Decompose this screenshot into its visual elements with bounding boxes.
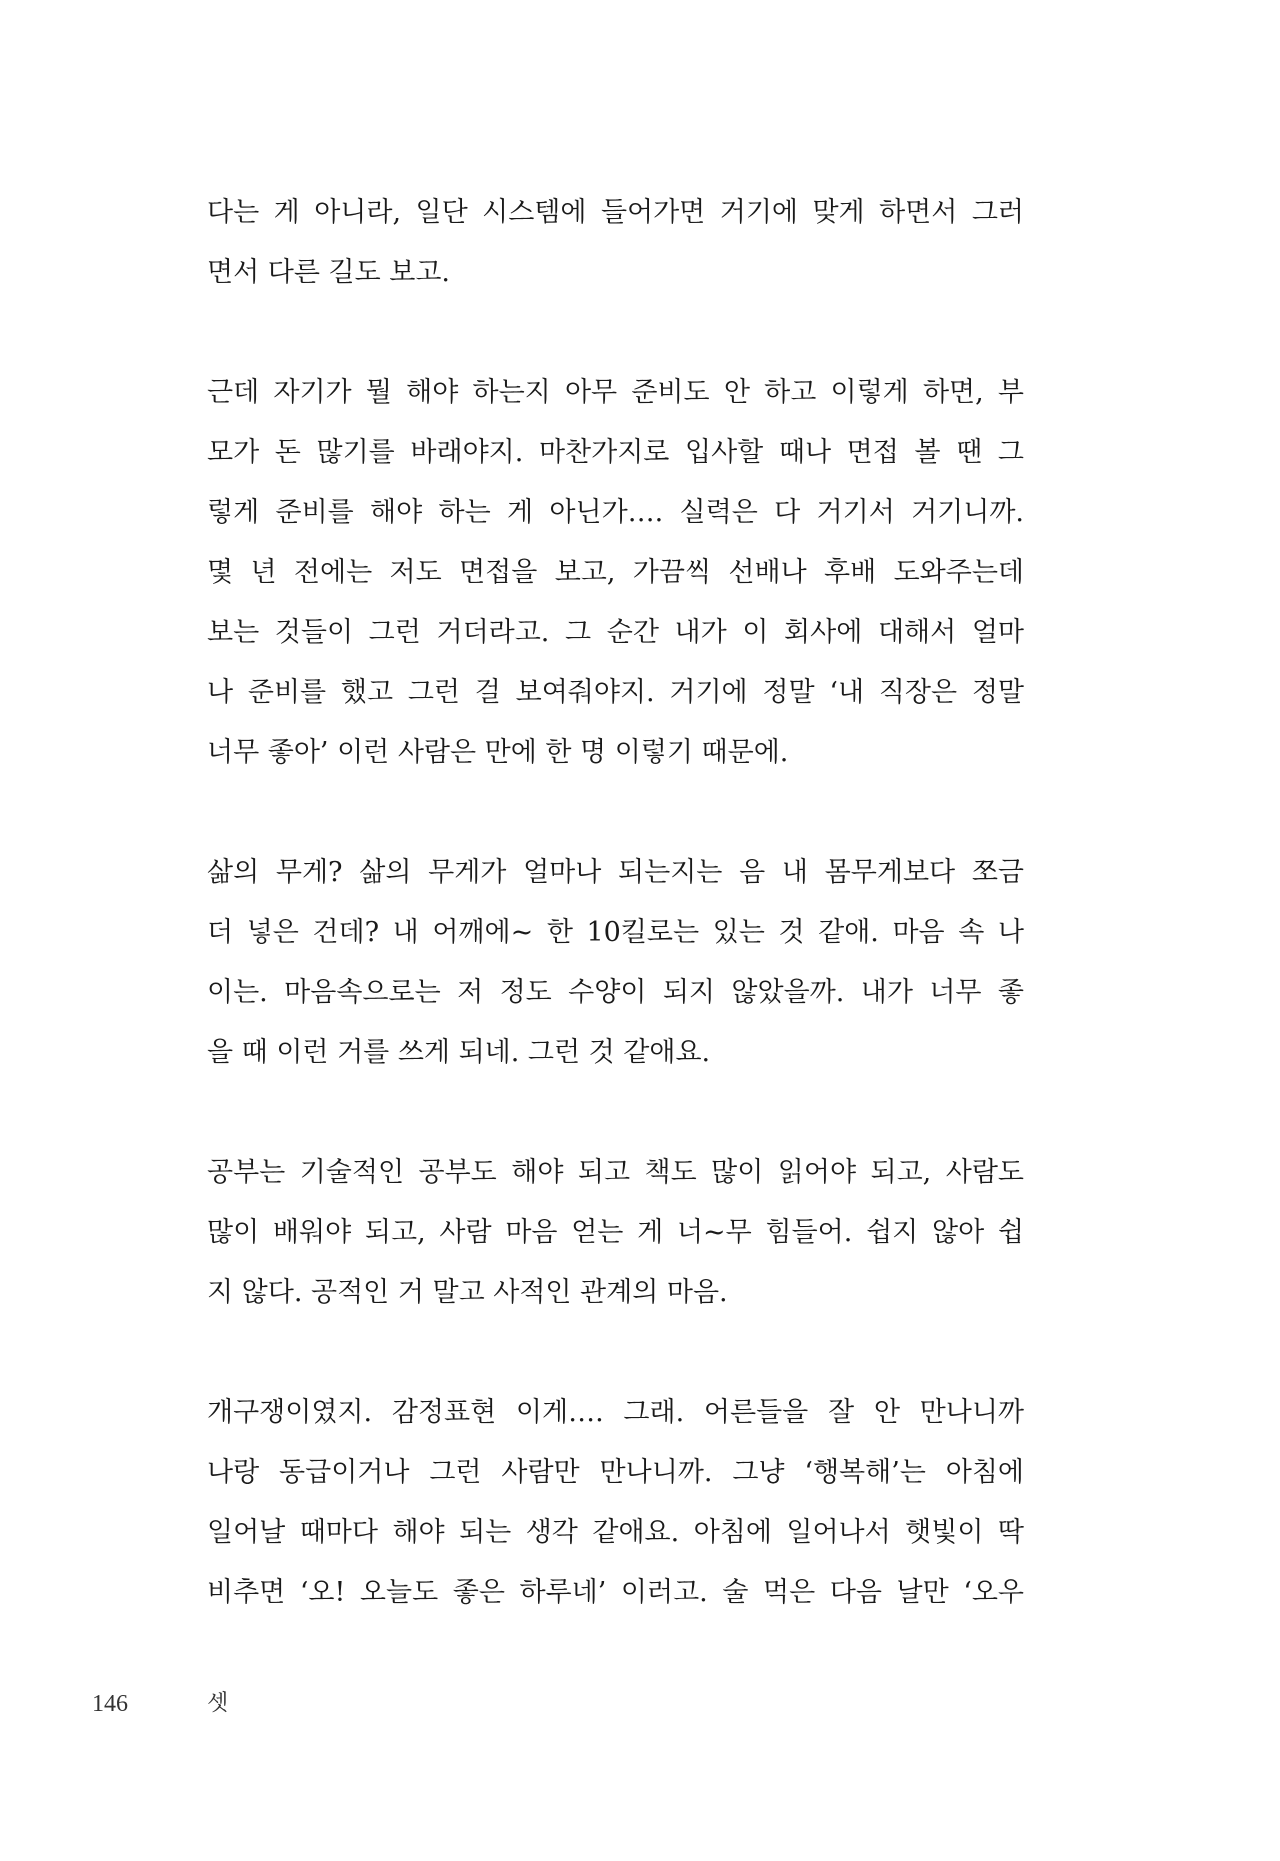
text-line: 나 준비를 했고 그런 걸 보여줘야지. 거기에 정말 ‘내 직장은 정말 (207, 677, 1024, 708)
paragraph-1 (207, 183, 1024, 303)
text-line: 면서 다른 길도 보고. (207, 257, 450, 288)
text-line: 비추면 ‘오! 오늘도 좋은 하루네’ 이러고. 술 먹은 다음 날만 ‘오우 (207, 1577, 1024, 1608)
text-line: 공부는 기술적인 공부도 해야 되고 책도 많이 읽어야 되고, 사람도 (207, 1157, 1024, 1188)
page-number: 146 (92, 1691, 128, 1717)
text-line: 지 않다. 공적인 거 말고 사적인 관계의 마음. (207, 1277, 728, 1308)
text-line: 보는 것들이 그런 거더라고. 그 순간 내가 이 회사에 대해서 얼마 (207, 617, 1024, 648)
text-line: 근데 자기가 뭘 해야 하는지 아무 준비도 안 하고 이렇게 하면, 부 (207, 377, 1024, 408)
paragraph-2 (207, 363, 1024, 783)
text-line: 이는. 마음속으로는 저 정도 수양이 되지 않았을까. 내가 너무 좋 (207, 977, 1024, 1008)
text-line: 삶의 무게? 삶의 무게가 얼마나 되는지는 음 내 몸무게보다 쪼금 (207, 857, 1024, 888)
text-line: 을 때 이런 거를 쓰게 되네. 그런 것 같애요. (207, 1037, 711, 1068)
text-line: 더 넣은 건데? 내 어깨에~ 한 10킬로는 있는 것 같애. 마음 속 나 (207, 917, 1024, 948)
text-line: 렇게 준비를 해야 하는 게 아닌가…. 실력은 다 거기서 거기니까. (207, 497, 1024, 528)
text-line: 몇 년 전에는 저도 면접을 보고, 가끔씩 선배나 후배 도와주는데 (207, 557, 1024, 588)
text-line: 너무 좋아’ 이런 사람은 만에 한 명 이렇기 때문에. (207, 737, 789, 768)
text-line: 많이 배워야 되고, 사람 마음 얻는 게 너~무 힘들어. 쉽지 않아 쉽 (207, 1217, 1024, 1248)
section-name: 셋 (207, 1691, 229, 1716)
text-line: 나랑 동급이거나 그런 사람만 만나니까. 그냥 ‘행복해’는 아침에 (207, 1457, 1024, 1488)
paragraph-5 (207, 1383, 1024, 1623)
page-body (207, 183, 1024, 1683)
text-line: 모가 돈 많기를 바래야지. 마찬가지로 입사할 때나 면접 볼 땐 그 (207, 437, 1024, 468)
paragraph-3 (207, 843, 1024, 1083)
text-line: 일어날 때마다 해야 되는 생각 같애요. 아침에 일어나서 햇빛이 딱 (207, 1517, 1024, 1548)
text-line: 개구쟁이였지. 감정표현 이게…. 그래. 어른들을 잘 안 만나니까 (207, 1397, 1024, 1428)
page-footer (0, 1684, 1280, 1724)
paragraph-4 (207, 1143, 1024, 1323)
text-line: 다는 게 아니라, 일단 시스템에 들어가면 거기에 맞게 하면서 그러 (207, 197, 1024, 228)
